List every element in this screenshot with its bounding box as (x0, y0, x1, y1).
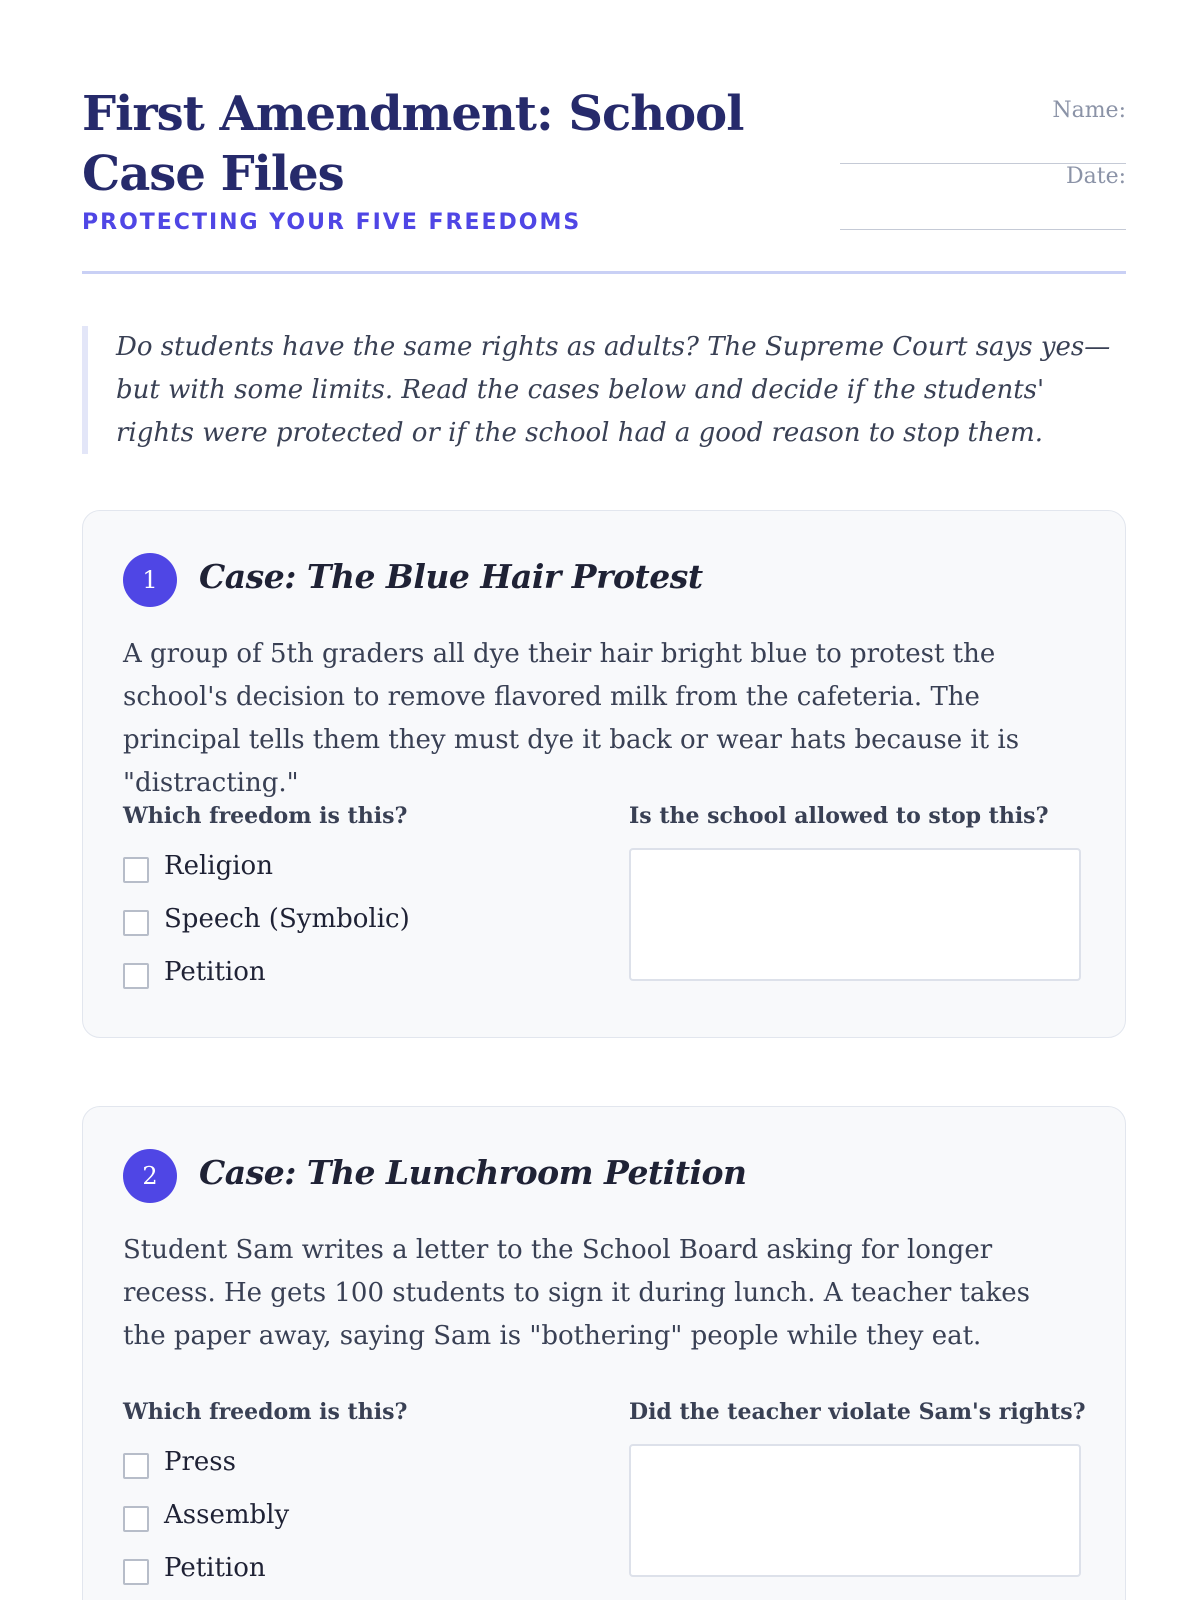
case-title: Case: The Lunchroom Petition (199, 1153, 747, 1192)
answer-question: Did the teacher violate Sam's rights? (629, 1399, 1086, 1425)
page-subtitle: PROTECTING YOUR FIVE FREEDOMS (82, 210, 582, 235)
checkbox[interactable] (123, 1453, 149, 1479)
case-description: Student Sam writes a letter to the School Board asking for longer recess. He gets 100 students to sign it during lunch. A teacher takes the paper away, saying Sam is "bothering" people while they eat. (123, 1235, 1030, 1351)
checkbox[interactable] (123, 1506, 149, 1532)
option-label: Religion (164, 851, 273, 881)
option-label: Petition (164, 1553, 266, 1583)
date-label: Date: (1065, 164, 1126, 189)
freedom-question: Which freedom is this? (123, 803, 408, 829)
intro-text: Do students have the same rights as adults? The Supreme Court says yes—but with some limits. Read the cases below and decide if the students' rights were protected or if the school had a good reason to stop them. (82, 326, 1126, 454)
case-heading (123, 553, 1083, 607)
answer-textbox[interactable] (629, 1444, 1081, 1577)
worksheet-header (82, 84, 1126, 274)
name-field[interactable] (840, 98, 1126, 164)
name-label: Name: (1052, 98, 1126, 123)
case-title: Case: The Blue Hair Protest (199, 557, 703, 596)
option-label: Petition (164, 957, 266, 987)
student-info (840, 98, 1126, 230)
checkbox[interactable] (123, 857, 149, 883)
page-title: First Amendment: School Case Files (82, 86, 744, 202)
case-number-badge: 1 (123, 553, 177, 607)
checkbox[interactable] (123, 963, 149, 989)
case-card (82, 1106, 1126, 1600)
freedom-question: Which freedom is this? (123, 1399, 408, 1425)
case-card (82, 510, 1126, 1038)
case-number-badge: 2 (123, 1149, 177, 1203)
date-field[interactable] (840, 164, 1126, 230)
option-label: Speech (Symbolic) (164, 904, 410, 934)
option-label: Assembly (164, 1500, 290, 1530)
case-heading (123, 1149, 1083, 1203)
case-description: A group of 5th graders all dye their hair bright blue to protest the school's decision to remove flavored milk from the cafeteria. The principal tells them they must dye it back or wear hats because it is "distracting." (123, 639, 1020, 798)
answer-textbox[interactable] (629, 848, 1081, 981)
checkbox[interactable] (123, 910, 149, 936)
checkbox[interactable] (123, 1559, 149, 1585)
option-label: Press (164, 1447, 236, 1477)
answer-question: Is the school allowed to stop this? (629, 803, 1049, 829)
